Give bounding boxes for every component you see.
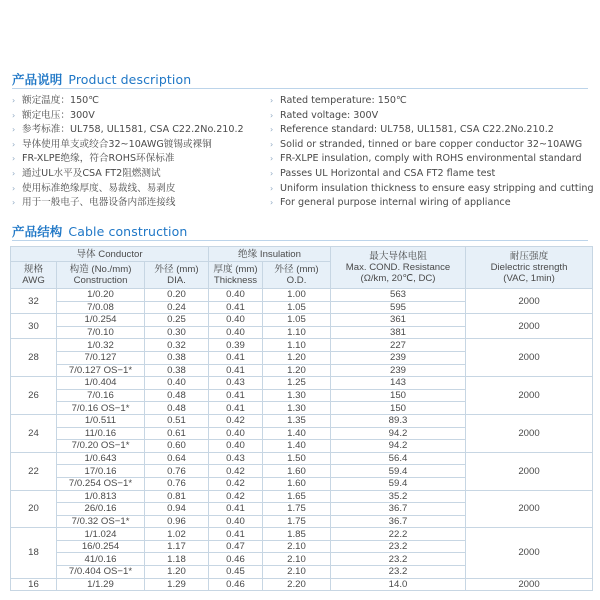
- awg-header: [11, 262, 57, 289]
- chevron-right-icon: ›: [12, 139, 16, 149]
- od-cell: 2.20: [263, 578, 331, 591]
- resistance-cell: 94.2: [331, 440, 466, 453]
- dielectric-cell: 2000: [466, 339, 593, 377]
- chevron-right-icon: ›: [12, 168, 16, 178]
- table-row: [11, 490, 593, 503]
- thickness-cell: 0.40: [209, 440, 263, 453]
- thickness-cell: 0.42: [209, 414, 263, 427]
- dielectric-cell: 2000: [466, 289, 593, 314]
- resistance-header-unit: (Ω/km, 20℃, DC): [360, 273, 436, 284]
- conductor-dia-cell: 0.76: [145, 465, 209, 478]
- description-item-text: For general purpose internal wiring of appliance: [280, 197, 511, 209]
- product-description-title: [12, 70, 191, 88]
- product-description-title-cn: 产品说明: [12, 72, 63, 87]
- od-cell: 1.65: [263, 490, 331, 503]
- conductor-dia-cell: 1.02: [145, 528, 209, 541]
- conductor-dia-header: [145, 262, 209, 289]
- table-row: [11, 289, 593, 302]
- table-row: [11, 377, 593, 390]
- thickness-cell: 0.40: [209, 314, 263, 327]
- conductor-dia-cell: 1.20: [145, 566, 209, 579]
- dielectric-cell: 2000: [466, 414, 593, 452]
- table-row: [11, 578, 593, 591]
- description-item: [270, 196, 594, 211]
- resistance-cell: 22.2: [331, 528, 466, 541]
- resistance-cell: 35.2: [331, 490, 466, 503]
- awg-cell: 30: [11, 314, 57, 339]
- od-cell: 2.10: [263, 566, 331, 579]
- chevron-right-icon: ›: [270, 183, 274, 193]
- table-row: [11, 314, 593, 327]
- product-description-list-en: [270, 94, 594, 211]
- resistance-cell: 94.2: [331, 427, 466, 440]
- thickness-cell: 0.40: [209, 326, 263, 339]
- od-cell: 1.30: [263, 402, 331, 415]
- construction-cell: 7/0.127: [57, 351, 145, 364]
- construction-cell: 1/0.643: [57, 452, 145, 465]
- resistance-cell: 143: [331, 377, 466, 390]
- description-item-text: Uniform insulation thickness to ensure easy stripping and cutting: [280, 182, 594, 194]
- resistance-cell: 23.2: [331, 540, 466, 553]
- description-item: [270, 109, 594, 124]
- thickness-cell: 0.41: [209, 301, 263, 314]
- resistance-cell: 59.4: [331, 465, 466, 478]
- dielectric-cell: 2000: [466, 377, 593, 415]
- description-item: [12, 138, 244, 153]
- awg-cell: 22: [11, 452, 57, 490]
- cable-construction-table-body: [11, 289, 593, 591]
- description-item-text: 额定温度：150℃: [22, 95, 100, 106]
- dielectric-cell: 2000: [466, 528, 593, 578]
- od-cell: 1.60: [263, 465, 331, 478]
- conductor-dia-cell: 0.76: [145, 477, 209, 490]
- resistance-cell: 36.7: [331, 503, 466, 516]
- thickness-cell: 0.43: [209, 452, 263, 465]
- dielectric-cell: 2000: [466, 490, 593, 528]
- od-cell: 1.40: [263, 440, 331, 453]
- conductor-dia-cell: 1.29: [145, 578, 209, 591]
- resistance-cell: 89.3: [331, 414, 466, 427]
- od-cell: 1.10: [263, 339, 331, 352]
- thickness-cell: 0.42: [209, 477, 263, 490]
- construction-cell: 1/0.511: [57, 414, 145, 427]
- thickness-cell: 0.45: [209, 566, 263, 579]
- od-cell: 1.25: [263, 377, 331, 390]
- description-item: [12, 167, 244, 182]
- od-cell: 1.30: [263, 389, 331, 402]
- construction-cell: 7/0.16 OS−1*: [57, 402, 145, 415]
- construction-cell: 1/0.20: [57, 289, 145, 302]
- description-item-text: Rated voltage: 300V: [280, 109, 379, 121]
- awg-cell: 18: [11, 528, 57, 578]
- awg-cell: 28: [11, 339, 57, 377]
- od-cell: 1.75: [263, 515, 331, 528]
- conductor-dia-cell: 0.94: [145, 503, 209, 516]
- description-item: [270, 138, 594, 153]
- conductor-dia-cell: 0.38: [145, 351, 209, 364]
- thickness-cell: 0.46: [209, 578, 263, 591]
- awg-header-en: AWG: [22, 275, 45, 286]
- od-cell: 1.00: [263, 289, 331, 302]
- description-item: [12, 182, 244, 197]
- construction-cell: 17/0.16: [57, 465, 145, 478]
- construction-cell: 1/0.404: [57, 377, 145, 390]
- conductor-dia-cell: 0.25: [145, 314, 209, 327]
- resistance-cell: 150: [331, 402, 466, 415]
- conductor-dia-header-en: DIA.: [167, 275, 186, 286]
- description-item-text: 参考标准：UL758, UL1581, CSA C22.2No.210.2: [22, 124, 244, 136]
- chevron-right-icon: ›: [270, 125, 274, 135]
- od-cell: 1.05: [263, 314, 331, 327]
- conductor-dia-cell: 0.81: [145, 490, 209, 503]
- awg-cell: 24: [11, 414, 57, 452]
- thickness-cell: 0.42: [209, 490, 263, 503]
- conductor-dia-cell: 0.32: [145, 339, 209, 352]
- description-item: [12, 123, 244, 138]
- conductor-dia-cell: 0.96: [145, 515, 209, 528]
- chevron-right-icon: ›: [12, 154, 16, 164]
- thickness-cell: 0.41: [209, 402, 263, 415]
- resistance-cell: 36.7: [331, 515, 466, 528]
- od-cell: 1.75: [263, 503, 331, 516]
- conductor-dia-cell: 0.40: [145, 377, 209, 390]
- resistance-cell: 14.0: [331, 578, 466, 591]
- cable-construction-divider: [12, 240, 588, 241]
- resistance-cell: 595: [331, 301, 466, 314]
- od-cell: 1.10: [263, 326, 331, 339]
- construction-cell: 1/1.024: [57, 528, 145, 541]
- description-item: [270, 152, 594, 167]
- chevron-right-icon: ›: [12, 198, 16, 208]
- thickness-cell: 0.40: [209, 515, 263, 528]
- od-cell: 1.60: [263, 477, 331, 490]
- conductor-dia-cell: 0.20: [145, 289, 209, 302]
- description-item-text: Reference standard: UL758, UL1581, CSA C22.2No.210.2: [280, 124, 554, 136]
- resistance-header-cn: 最大导体电阻: [369, 251, 427, 262]
- product-description-divider: [12, 88, 588, 89]
- insulation-group-header: 绝缘 Insulation: [209, 247, 331, 262]
- construction-cell: 7/0.20 OS−1*: [57, 440, 145, 453]
- awg-cell: 32: [11, 289, 57, 314]
- dielectric-cell: 2000: [466, 452, 593, 490]
- construction-cell: 1/0.813: [57, 490, 145, 503]
- od-cell: 1.20: [263, 351, 331, 364]
- description-item-text: Rated temperature: 150℃: [280, 95, 407, 106]
- thickness-cell: 0.41: [209, 351, 263, 364]
- description-item: [12, 196, 244, 211]
- od-cell: 1.20: [263, 364, 331, 377]
- conductor-dia-cell: 0.30: [145, 326, 209, 339]
- conductor-dia-cell: 0.51: [145, 414, 209, 427]
- chevron-right-icon: ›: [12, 183, 16, 193]
- thickness-cell: 0.40: [209, 289, 263, 302]
- construction-cell: 26/0.16: [57, 503, 145, 516]
- chevron-right-icon: ›: [12, 110, 16, 120]
- conductor-dia-cell: 0.60: [145, 440, 209, 453]
- od-header-cn: 外径 (mm): [274, 264, 319, 275]
- thickness-cell: 0.41: [209, 503, 263, 516]
- dielectric-header-cn: 耐压强度: [509, 251, 549, 262]
- description-item: [12, 109, 244, 124]
- chevron-right-icon: ›: [270, 168, 274, 178]
- resistance-cell: 23.2: [331, 553, 466, 566]
- od-cell: 1.05: [263, 301, 331, 314]
- resistance-cell: 563: [331, 289, 466, 302]
- resistance-cell: 150: [331, 389, 466, 402]
- thickness-cell: 0.41: [209, 364, 263, 377]
- conductor-dia-cell: 1.17: [145, 540, 209, 553]
- conductor-group-header: 导体 Conductor: [11, 247, 209, 262]
- od-cell: 1.50: [263, 452, 331, 465]
- resistance-cell: 239: [331, 351, 466, 364]
- description-item: [270, 94, 594, 109]
- dielectric-header: [466, 247, 593, 289]
- dielectric-cell: 2000: [466, 578, 593, 591]
- thickness-cell: 0.39: [209, 339, 263, 352]
- conductor-dia-header-cn: 外径 (mm): [154, 264, 199, 275]
- construction-cell: 7/0.16: [57, 389, 145, 402]
- conductor-dia-cell: 0.48: [145, 389, 209, 402]
- construction-header-cn: 构造 (No./mm): [69, 264, 132, 275]
- chevron-right-icon: ›: [12, 96, 16, 105]
- construction-cell: 1/0.254: [57, 314, 145, 327]
- table-row: [11, 452, 593, 465]
- cable-construction-title-en: Cable construction: [68, 224, 188, 239]
- dielectric-header-en: Dielectric strength: [490, 262, 568, 273]
- od-cell: 1.40: [263, 427, 331, 440]
- description-item-text: Passes UL Horizontal and CSA FT2 flame test: [280, 167, 496, 179]
- description-item: [270, 123, 594, 138]
- description-item: [12, 94, 244, 109]
- chevron-right-icon: ›: [270, 139, 274, 149]
- construction-cell: 11/0.16: [57, 427, 145, 440]
- od-cell: 1.35: [263, 414, 331, 427]
- construction-cell: 7/0.08: [57, 301, 145, 314]
- conductor-dia-cell: 0.61: [145, 427, 209, 440]
- thickness-header-en: Thickness: [213, 275, 258, 286]
- resistance-header: [331, 247, 466, 289]
- thickness-cell: 0.42: [209, 465, 263, 478]
- od-header-en: O.D.: [286, 275, 307, 286]
- chevron-right-icon: ›: [12, 125, 16, 135]
- construction-cell: 41/0.16: [57, 553, 145, 566]
- conductor-dia-cell: 0.64: [145, 452, 209, 465]
- construction-header-en: Construction: [73, 275, 128, 286]
- resistance-cell: 59.4: [331, 477, 466, 490]
- product-description-title-en: Product description: [68, 72, 192, 87]
- description-item-text: FR-XLPE绝缘，符合ROHS环保标准: [22, 153, 175, 165]
- thickness-header: [209, 262, 263, 289]
- conductor-dia-cell: 0.24: [145, 301, 209, 314]
- thickness-cell: 0.46: [209, 553, 263, 566]
- description-item: [12, 152, 244, 167]
- construction-cell: 7/0.10: [57, 326, 145, 339]
- conductor-dia-cell: 1.18: [145, 553, 209, 566]
- construction-cell: 1/0.32: [57, 339, 145, 352]
- awg-cell: 16: [11, 578, 57, 591]
- resistance-cell: 56.4: [331, 452, 466, 465]
- chevron-right-icon: ›: [270, 96, 274, 105]
- resistance-cell: 23.2: [331, 566, 466, 579]
- table-row: [11, 414, 593, 427]
- thickness-cell: 0.40: [209, 427, 263, 440]
- resistance-cell: 227: [331, 339, 466, 352]
- construction-cell: 7/0.254 OS−1*: [57, 477, 145, 490]
- description-item-text: 用于一般电子、电器设备内部连接线: [22, 197, 176, 209]
- thickness-cell: 0.47: [209, 540, 263, 553]
- thickness-cell: 0.43: [209, 377, 263, 390]
- description-item-text: 导体使用单支或绞合32~10AWG镀锡或裸铜: [22, 138, 212, 150]
- construction-header: [57, 262, 145, 289]
- thickness-cell: 0.41: [209, 528, 263, 541]
- resistance-header-en: Max. COND. Resistance: [345, 262, 451, 273]
- description-item-text: 额定电压：300V: [22, 109, 95, 121]
- chevron-right-icon: ›: [270, 110, 274, 120]
- od-cell: 2.10: [263, 540, 331, 553]
- conductor-dia-cell: 0.48: [145, 402, 209, 415]
- od-cell: 1.85: [263, 528, 331, 541]
- conductor-dia-cell: 0.38: [145, 364, 209, 377]
- table-row: [11, 528, 593, 541]
- cable-construction-table: [10, 246, 593, 591]
- description-item: [270, 182, 594, 197]
- resistance-cell: 381: [331, 326, 466, 339]
- construction-cell: 7/0.32 OS−1*: [57, 515, 145, 528]
- cable-construction-title-cn: 产品结构: [12, 224, 63, 239]
- description-item: [270, 167, 594, 182]
- construction-cell: 16/0.254: [57, 540, 145, 553]
- construction-cell: 7/0.127 OS−1*: [57, 364, 145, 377]
- awg-cell: 26: [11, 377, 57, 415]
- construction-cell: 7/0.404 OS−1*: [57, 566, 145, 579]
- description-item-text: FR-XLPE insulation, comply with ROHS environmental standard: [280, 153, 582, 165]
- construction-cell: 1/1.29: [57, 578, 145, 591]
- resistance-cell: 361: [331, 314, 466, 327]
- dielectric-cell: 2000: [466, 314, 593, 339]
- awg-cell: 20: [11, 490, 57, 528]
- description-item-text: 通过UL水平及CSA FT2阻燃测试: [22, 167, 161, 179]
- thickness-header-cn: 厚度 (mm): [213, 264, 258, 275]
- od-header: [263, 262, 331, 289]
- table-row: [11, 339, 593, 352]
- description-item-text: 使用标准绝缘厚度、易裁线、易剥皮: [22, 182, 176, 194]
- description-item-text: Solid or stranded, tinned or bare copper conductor 32~10AWG: [280, 138, 583, 150]
- thickness-cell: 0.41: [209, 389, 263, 402]
- product-description-list-cn: [12, 94, 244, 211]
- awg-header-cn: 规格: [23, 264, 44, 275]
- cable-construction-title: [12, 222, 187, 240]
- od-cell: 2.10: [263, 553, 331, 566]
- resistance-cell: 239: [331, 364, 466, 377]
- dielectric-header-unit: (VAC, 1min): [503, 273, 555, 284]
- chevron-right-icon: ›: [270, 198, 274, 208]
- chevron-right-icon: ›: [270, 154, 274, 164]
